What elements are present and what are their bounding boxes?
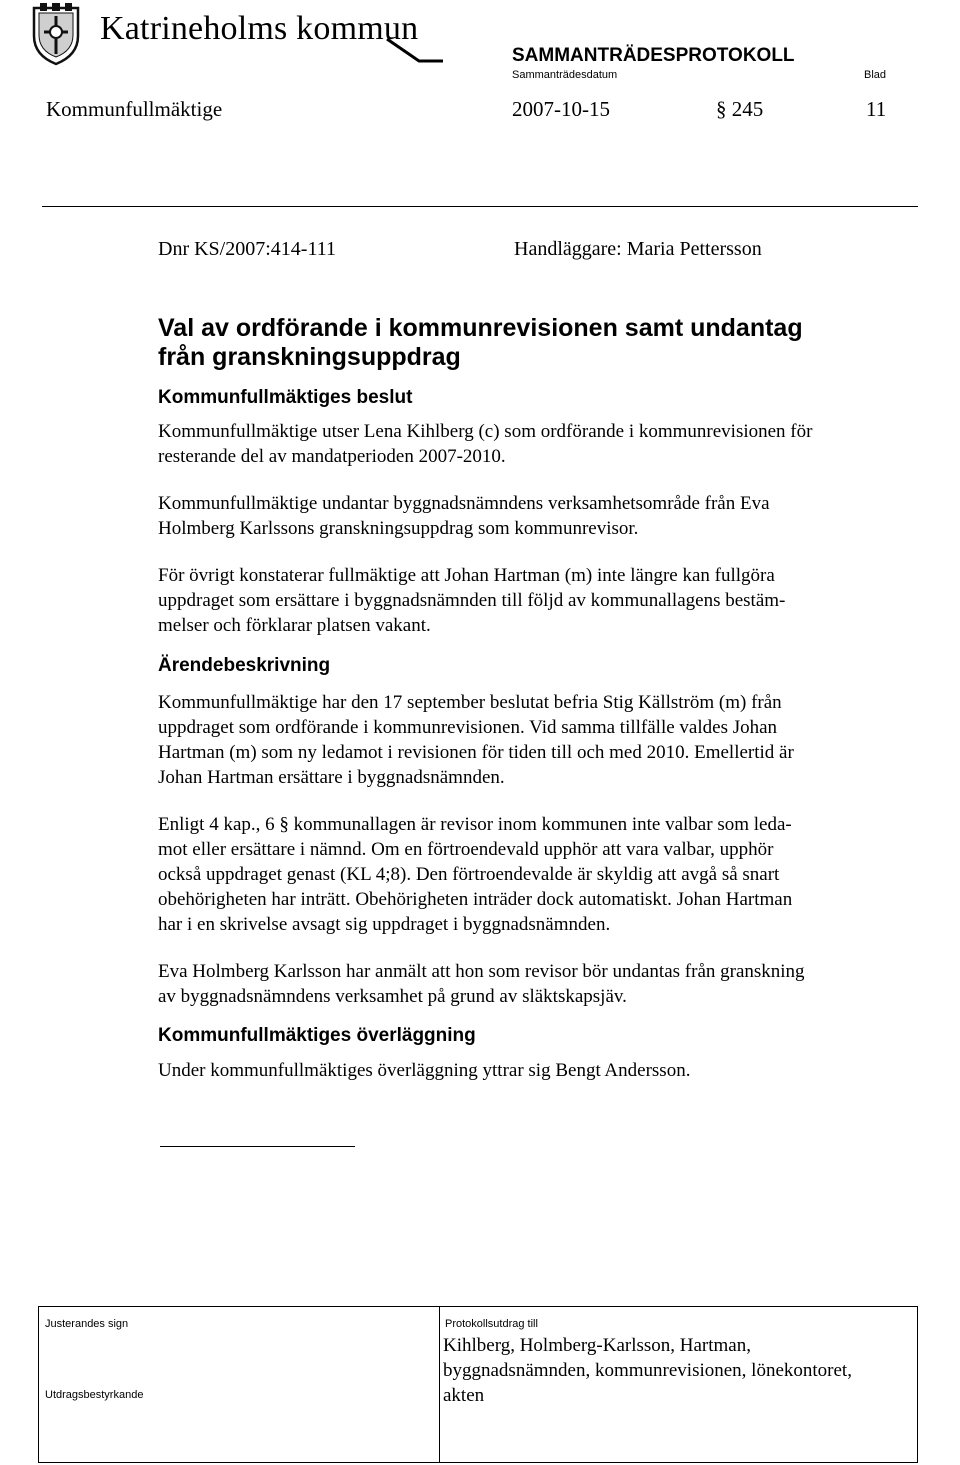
case-title-line: Val av ordförande i kommunrevisionen samt undantag <box>158 314 803 342</box>
footer-divider <box>439 1307 440 1462</box>
text-line: uppdraget som ersättare i byggnadsnämnden till följd av kommunallagens bestäm- <box>158 590 786 611</box>
text-line: Enligt 4 kap., 6 § kommunallagen är revisor inom kommunen inte valbar som leda- <box>158 814 792 835</box>
logo-wordmark: Katrineholms kommun <box>100 10 419 47</box>
meeting-date-label: Sammanträdesdatum <box>512 69 618 81</box>
distribution-line: byggnadsnämnden, kommunrevisionen, lönekontoret, <box>443 1360 852 1381</box>
page-label: Blad <box>864 69 887 81</box>
deliberation-paragraph <box>158 1058 918 1083</box>
meeting-date: 2007-10-15 <box>512 97 610 121</box>
logo-swoosh-icon <box>385 35 445 65</box>
text-line: Holmberg Karlssons granskningsuppdrag som kommunrevisor. <box>158 518 639 539</box>
section-heading-deliberation: Kommunfullmäktiges överläggning <box>158 1025 476 1046</box>
end-rule <box>160 1146 355 1147</box>
description-paragraph <box>158 959 918 1009</box>
signature-footer <box>38 1306 918 1463</box>
document-type-title: SAMMANTRÄDESPROTOKOLL <box>512 45 795 66</box>
text-line: Kommunfullmäktige utser Lena Kihlberg (c) som ordförande i kommunrevisionen för <box>158 421 813 442</box>
paragraph-number: § 245 <box>716 97 764 121</box>
text-line: Johan Hartman ersättare i byggnadsnämnden. <box>158 767 505 788</box>
case-handler: Handläggare: Maria Pettersson <box>514 238 762 260</box>
header-divider <box>42 206 918 207</box>
decision-paragraph <box>158 419 918 469</box>
text-line: För övrigt konstaterar fullmäktige att Johan Hartman (m) inte längre kan fullgöra <box>158 565 775 586</box>
municipal-crest-logo <box>30 2 82 66</box>
extract-label: Protokollsutdrag till <box>445 1318 538 1330</box>
case-body <box>158 314 918 1083</box>
text-line: Kommunfullmäktige undantar byggnadsnämndens verksamhetsområde från Eva <box>158 493 770 514</box>
distribution-line: akten <box>443 1385 485 1406</box>
distribution-line: Kihlberg, Holmberg-Karlsson, Hartman, <box>443 1335 751 1356</box>
text-line: Hartman (m) som ny ledamot i revisionen för tiden till och med 2010. Emellertid är <box>158 742 794 763</box>
section-heading-description: Ärendebeskrivning <box>158 655 331 676</box>
text-line: Kommunfullmäktige har den 17 september beslutat befria Stig Källström (m) från <box>158 692 782 713</box>
text-line: obehörigheten har inträtt. Obehörigheten inträder dock automatiskt. Johan Hartman <box>158 889 793 910</box>
case-number: Dnr KS/2007:414-111 <box>158 238 336 260</box>
text-line: melser och förklarar platsen vakant. <box>158 615 431 636</box>
text-line: Under kommunfullmäktiges överläggning yttrar sig Bengt Andersson. <box>158 1060 691 1081</box>
description-paragraph <box>158 690 918 790</box>
text-line: mot eller ersättare i nämnd. Om en förtroendevald upphör att vara valbar, upphör <box>158 839 774 860</box>
text-line: har i en skrivelse avsagt sig uppdraget i byggnadsnämnden. <box>158 914 611 935</box>
case-title-line: från granskningsuppdrag <box>158 343 461 371</box>
certification-label: Utdragsbestyrkande <box>45 1389 144 1401</box>
distribution-list <box>443 1333 852 1408</box>
case-title <box>158 314 918 372</box>
decision-paragraph <box>158 563 918 638</box>
text-line: uppdraget som ordförande i kommunrevisionen. Vid samma tillfälle valdes Johan <box>158 717 778 738</box>
text-line: av byggnadsnämndens verksamhet på grund av släktskapsjäv. <box>158 986 627 1007</box>
description-paragraph <box>158 812 918 937</box>
text-line: Eva Holmberg Karlsson har anmält att hon som revisor bör undantas från granskning <box>158 961 805 982</box>
signer-label: Justerandes sign <box>45 1318 129 1330</box>
text-line: resterande del av mandatperioden 2007-2010. <box>158 446 506 467</box>
organ-name: Kommunfullmäktige <box>46 97 223 121</box>
section-heading-decision: Kommunfullmäktiges beslut <box>158 387 413 408</box>
page-number: 11 <box>866 97 887 121</box>
text-line: också uppdraget genast (KL 4;8). Den förtroendevalde är skyldig att avgå så snart <box>158 864 780 885</box>
decision-paragraph <box>158 491 918 541</box>
